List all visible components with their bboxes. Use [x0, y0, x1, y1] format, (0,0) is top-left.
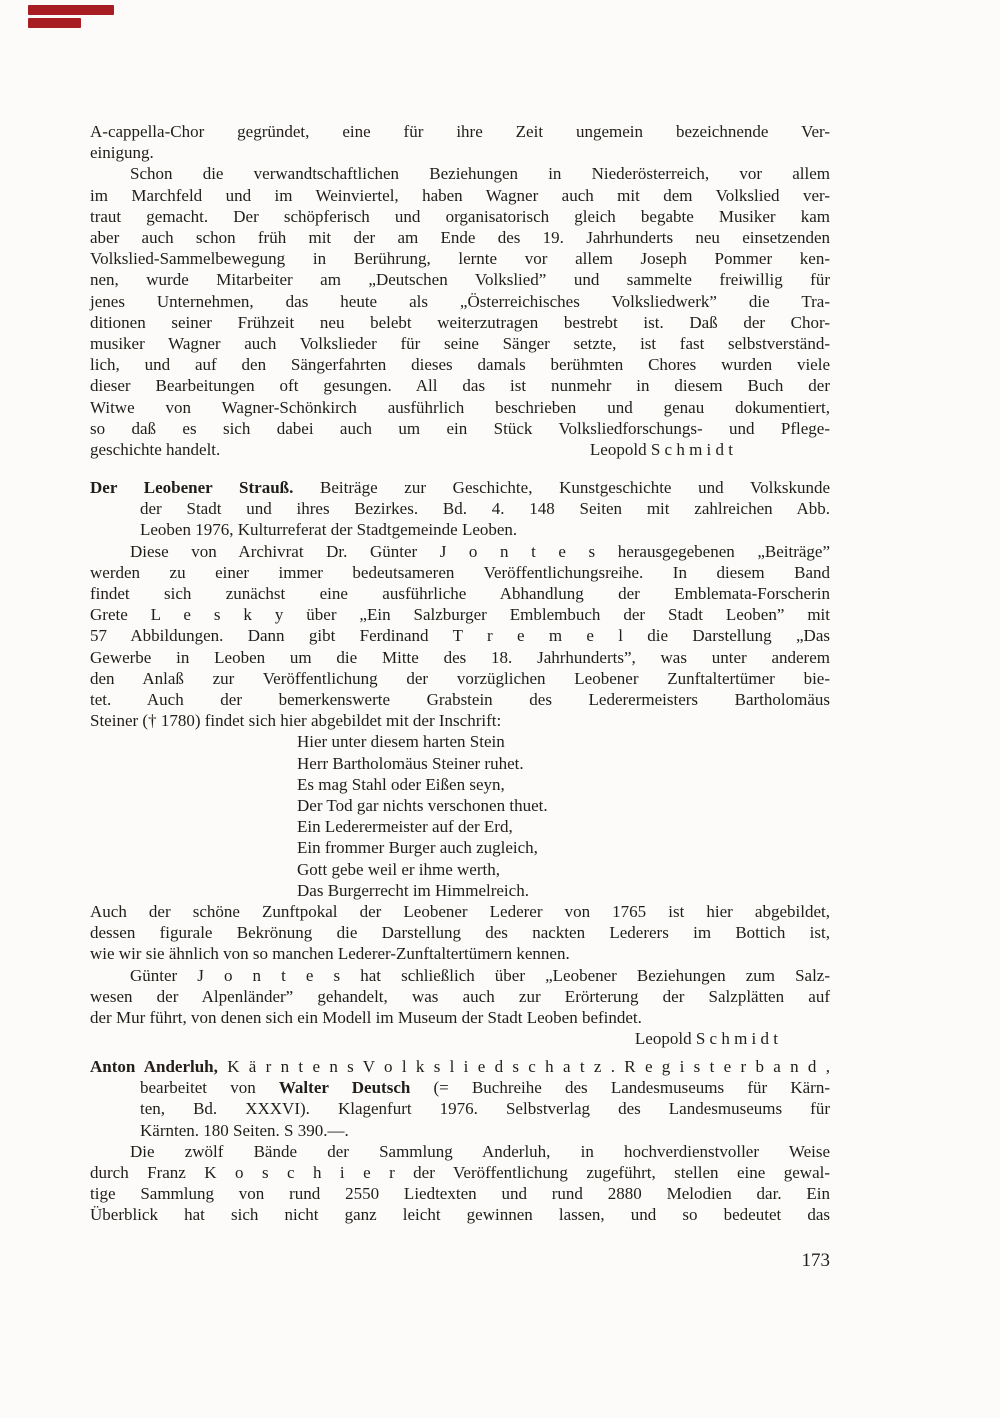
- grave-inscription-line: Das Burgerrecht im Himmelreich.: [297, 880, 529, 900]
- text-line: dieser Bearbeitungen oft gesungen. All das ist nunmehr in diesem Buch der: [90, 376, 830, 396]
- text-line: A-cappella-Chor gegründet, eine für ihre Zeit ungemein bezeichnende Ver-: [90, 122, 830, 141]
- reviewer-signature: Leopold S c h m i d t: [589, 440, 733, 460]
- text-line: Die zwölf Bände der Sammlung Anderluh, in hochverdienstvoller Weise: [130, 1141, 830, 1161]
- text-line: Auch der schöne Zunftpokal der Leobener Lederer von 1765 ist hier abgebildet,: [90, 902, 830, 922]
- citation-line: [90, 1056, 830, 1077]
- grave-inscription-line: Ein frommer Burger auch zugleich,: [297, 838, 538, 858]
- text-line: nen, wurde Mitarbeiter am „Deutschen Volkslied” und sammelte freiwillig für: [90, 270, 830, 290]
- grave-inscription-line: Hier unter diesem harten Stein: [297, 732, 505, 752]
- text-line: wesen der Alpenländer” gehandelt, was auch zur Erörterung der Salzplätten auf: [90, 986, 830, 1006]
- text-line: Günter J o n t e s hat schließlich über „Leobener Beziehungen zum Salz-: [130, 965, 830, 985]
- text-line: einigung.: [90, 143, 154, 163]
- text-line: Volkslied-Sammelbewegung in Berührung, lernte vor allem Joseph Pommer ken-: [90, 249, 830, 269]
- text-line: 57 Abbildungen. Dann gibt Ferdinand T r e m e l die Darstellung „Das: [90, 626, 830, 646]
- text-line: Gewerbe in Leoben um die Mitte des 18. Jahrhunderts”, was unter anderem: [90, 647, 830, 667]
- review-continuation: [90, 121, 830, 460]
- book-title-bold: Der Leobener Strauß.: [90, 478, 294, 497]
- paragraph-end: geschichte handelt.: [90, 440, 221, 460]
- text-line: tige Sammlung von rund 2550 Liedtexten und rund 2880 Melodien dar. Ein: [90, 1184, 830, 1204]
- author-bold: Anton Anderluh,: [90, 1057, 218, 1076]
- citation-text: Beiträge zur Geschichte, Kunstgeschichte und Volkskunde: [293, 478, 830, 497]
- citation-line: ten, Bd. XXXVI). Klagenfurt 1976. Selbstverlag des Landesmuseums für: [140, 1099, 830, 1119]
- citation-line: Kärnten. 180 Seiten. S 390.—.: [140, 1120, 349, 1140]
- text-line: tet. Auch der bemerkenswerte Grabstein des Lederermeisters Bartholomäus: [90, 690, 830, 710]
- text-line: so daß es sich dabei auch um ein Stück Volksliedforschungs- und Pflege-: [90, 418, 830, 438]
- text-line: jenes Unternehmen, das heute als „Österreichisches Volksliedwerk” die Tra-: [90, 291, 830, 311]
- text-line: traut gemacht. Der schöpferisch und organisatorisch gleich begabte Musiker kam: [90, 206, 830, 226]
- text-line: ditionen seiner Frühzeit neu belebt weiterzutragen bestrebt ist. Daß der Chor-: [90, 312, 830, 332]
- grave-inscription-line: Ein Lederermeister auf der Erd,: [297, 817, 513, 837]
- citation-line: der Stadt und ihres Bezirkes. Bd. 4. 148 Seiten mit zahlreichen Abb.: [140, 499, 830, 519]
- citation-text: bearbeitet von: [140, 1078, 279, 1098]
- red-scan-mark: [28, 18, 81, 28]
- text-line: dessen figurale Bekrönung die Darstellung des nackten Lederers im Bottich ist,: [90, 923, 830, 943]
- grave-inscription-line: Herr Bartholomäus Steiner ruhet.: [297, 753, 524, 773]
- text-line: Schon die verwandtschaftlichen Beziehungen in Niederösterreich, vor allem: [130, 164, 830, 184]
- text-line: Steiner († 1780) findet sich hier abgebildet mit der Inschrift:: [90, 711, 502, 731]
- grave-inscription-line: Der Tod gar nichts verschonen thuet.: [297, 796, 548, 816]
- citation-text: (= Buchreihe des Landesmuseums für Kärn-: [410, 1078, 830, 1098]
- spaced-title: K ä r n t e n s V o l k s l i e d s c h a t z . R e g i s t e r b a n d ,: [217, 1057, 830, 1076]
- grave-inscription-line: Es mag Stahl oder Eißen seyn,: [297, 774, 505, 794]
- text-line: wie wir sie ähnlich von so manchen Lederer-Zunftaltertümern kennen.: [90, 944, 570, 964]
- text-line: [90, 439, 830, 460]
- text-line: findet sich zunächst eine ausführliche Abhandlung der Emblemata-Forscherin: [90, 584, 830, 604]
- grave-inscription-line: Gott gebe weil er ihme werth,: [297, 859, 500, 879]
- text-line: werden zu einer immer bedeutsameren Veröffentlichungsreihe. In diesem Band: [90, 562, 830, 582]
- citation-line: [90, 477, 830, 498]
- red-scan-mark: [28, 5, 114, 15]
- citation-line: [90, 1077, 830, 1098]
- text-line: Diese von Archivrat Dr. Günter J o n t e s herausgegebenen „Beiträge”: [130, 541, 830, 561]
- text-line: Witwe von Wagner-Schönkirch ausführlich beschrieben und genau dokumentiert,: [90, 397, 830, 417]
- page-number: 173: [801, 1250, 830, 1271]
- book-review-leobener-strauss: [90, 477, 830, 1049]
- text-line: den Anlaß zur Veröffentlichung der vorzüglichen Leobener Zunftaltertümer bie-: [90, 668, 830, 688]
- text-line: aber auch schon früh mit der am Ende des 19. Jahrhunderts neu einsetzenden: [90, 228, 830, 248]
- text-line: Überblick hat sich nicht ganz leicht gewinnen lassen, und so bedeutet das: [90, 1205, 830, 1225]
- text-line: im Marchfeld und im Weinviertel, haben Wagner auch mit dem Volkslied ver-: [90, 185, 830, 205]
- text-line: durch Franz K o s c h i e r der Veröffentlichung zugeführt, stellen eine gewal-: [90, 1163, 830, 1183]
- reviewer-signature: Leopold S c h m i d t: [634, 1029, 778, 1049]
- text-line: Grete L e s k y über „Ein Salzburger Emblembuch der Stadt Leoben” mit: [90, 605, 830, 625]
- text-line: lich, und auf den Sängerfahrten dieses damals berühmten Chores wurden viele: [90, 355, 830, 375]
- text-line: musiker Wagner auch Volkslieder für seine Sänger setzte, ist fast selbstverständ-: [90, 334, 830, 354]
- book-review-anderluh: [90, 1056, 830, 1226]
- editor-bold: Walter Deutsch: [278, 1078, 411, 1098]
- text-line: der Mur führt, von denen sich ein Modell im Museum der Stadt Leoben befindet.: [90, 1008, 642, 1028]
- citation-line: Leoben 1976, Kulturreferat der Stadtgemeinde Leoben.: [140, 520, 518, 540]
